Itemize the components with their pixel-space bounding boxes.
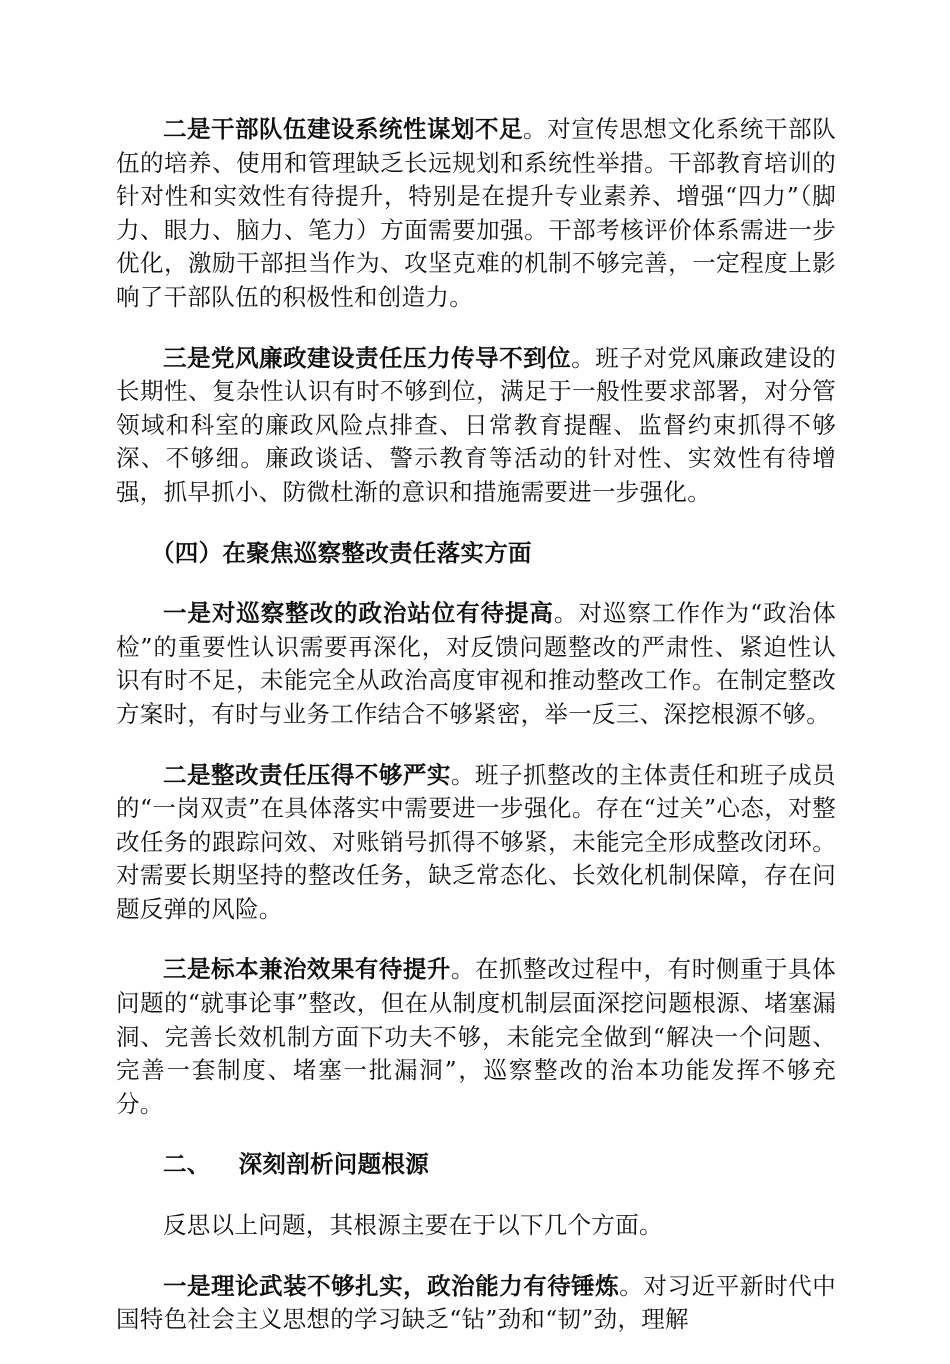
paragraph-cadre-planning [116,113,836,315]
paragraph-root-cause-effect [116,953,836,1121]
paragraph-body: 。在抓整改过程中，有时侧重于具体问题的“就事论事”整改，但在从制度机制层面深挖问题根源、堵塞漏洞、完善长效机制方面下功夫不够，未能完全做到“解决一个问题、完善一套制度、堵塞一批漏洞”，巡察整改的治本功能发挥不够充分。 [116,955,836,1118]
paragraph-body: 。班子抓整改的主体责任和班子成员的“一岗双责”在具体落实中需要进一步强化。存在“过关”心态，对整改任务的跟踪问效、对账销号抓得不够紧，未能完全形成整改闭环。对需要长期坚持的整改任务，缺乏常态化、长效化机制保障，存在问题反弹的风险。 [116,760,836,923]
paragraph-body: 。对巡察工作作为“政治体检”的重要性认识需要再深化，对反馈问题整改的严肃性、紧迫性认识有时不足，未能完全从政治高度审视和推动整改工作。在制定整改方案时，有时与业务工作结合不够紧密，举一反三、深挖根源不够。 [116,599,836,728]
paragraph-body: 。对宣传思想文化系统干部队伍的培养、使用和管理缺乏长远规划和系统性举措。干部教育培训的针对性和实效性有待提升，特别是在提升专业素养、增强“四力”（脚力、眼力、脑力、笔力）方面需要加强。干部考核评价体系需进一步优化，激励干部担当作为、攻坚克难的机制不够完善，一定程度上影响了干部队伍的积极性和创造力。 [116,115,836,311]
paragraph-integrity-responsibility [116,342,836,510]
paragraph-reflection-intro: 反思以上问题，其根源主要在于以下几个方面。 [163,1211,663,1240]
paragraph-lead: 二是干部队伍建设系统性谋划不足 [163,115,523,143]
paragraph-theory-arming [116,1270,836,1337]
document-page [116,113,836,1364]
part-heading-title: 深刻剖析问题根源 [238,1150,430,1179]
paragraph-lead: 一是对巡察整改的政治站位有待提高 [163,599,554,628]
paragraph-political-standing [116,597,836,731]
paragraph-lead: 二是整改责任压得不够严实 [163,760,451,789]
part-heading-number: 二、 [163,1150,211,1179]
paragraph-body: 。班子对党风廉政建设的长期性、复杂性认识有时不够到位，满足于一般性要求部署，对分管领域和科室的廉政风险点排查、日常教育提醒、监督约束抓得不够深、不够细。廉政谈话、警示教育等活动的针对性、实效性有待增强，抓早抓小、防微杜渐的意识和措施需要进一步强化。 [116,343,836,506]
part-heading-root-analysis [116,1148,836,1182]
paragraph-lead: 一是理论武装不够扎实，政治能力有待锤炼 [163,1271,620,1300]
paragraph-rectification-responsibility [116,759,836,927]
paragraph-lead: 三是标本兼治效果有待提升 [163,955,451,984]
paragraph-body: 。对习近平新时代中国特色社会主义思想的学习缺乏“钻”劲和“韧”劲，理解 [116,1271,836,1334]
section-heading-inspection-rectification: （四）在聚焦巡察整改责任落实方面 [151,538,532,567]
paragraph-lead: 三是党风廉政建设责任压力传导不到位 [163,343,572,372]
